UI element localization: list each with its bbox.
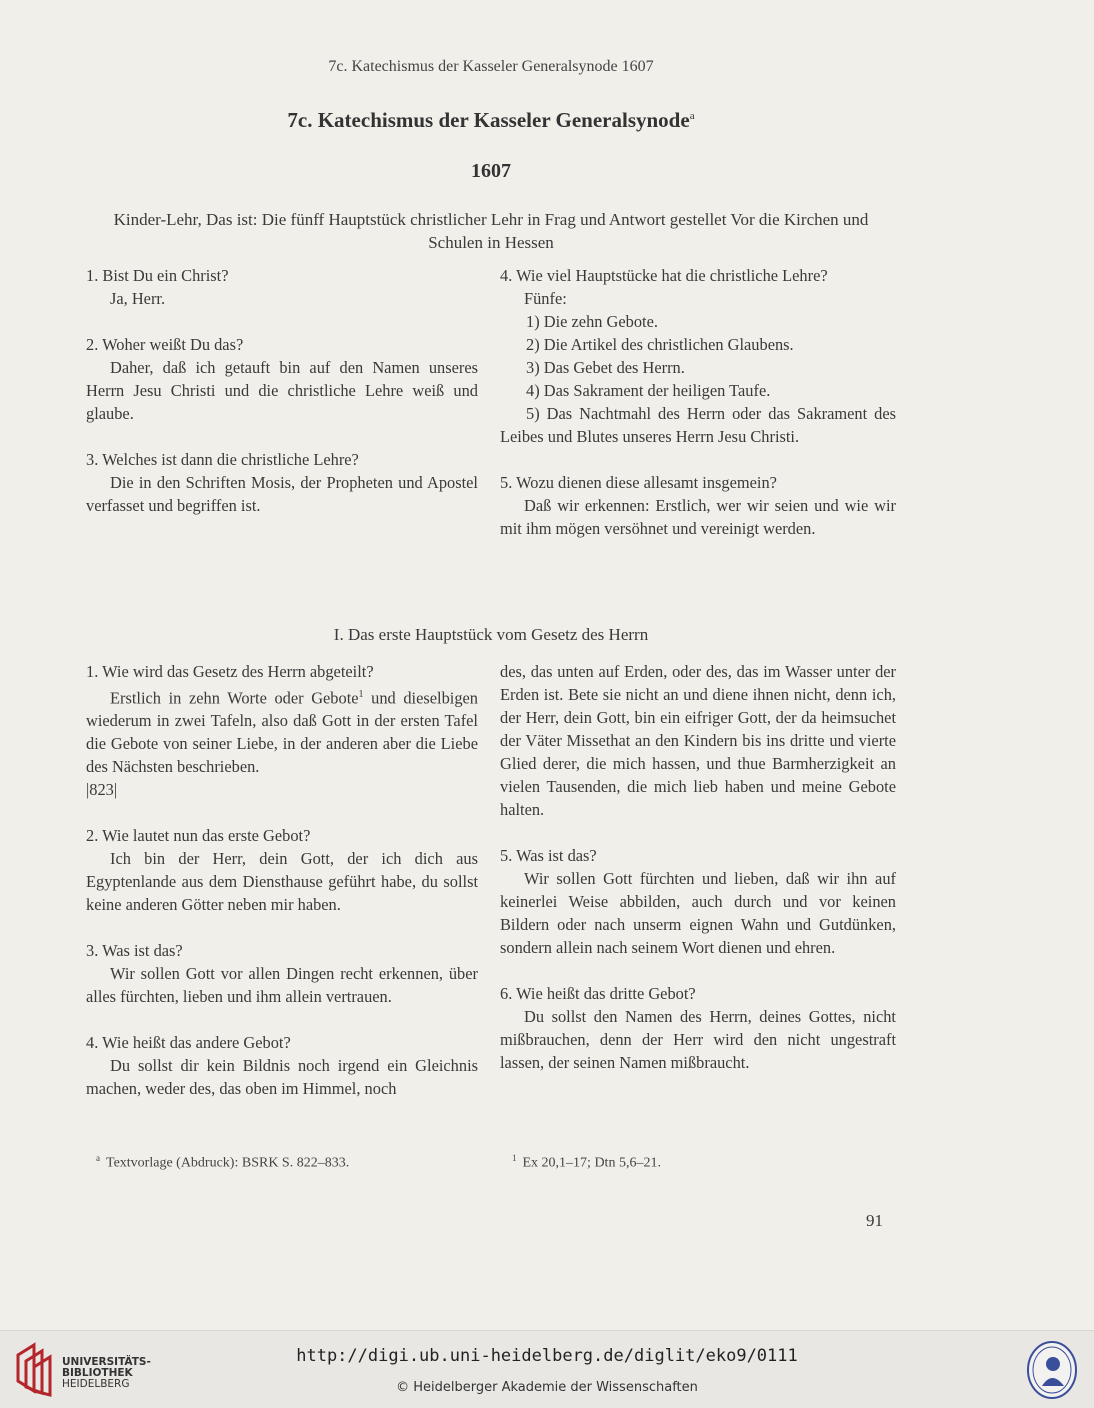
permalink-url[interactable]: http://digi.ub.uni-heidelberg.de/diglit/eko9/0111: [296, 1346, 798, 1366]
answer: Die in den Schriften Mosis, der Propheten und Apostel verfasset und begriffen ist.: [86, 473, 478, 515]
question: 4. Wie heißt das andere Gebot?: [86, 1033, 291, 1053]
footnote-text: Textvorlage (Abdruck): BSRK S. 822–833.: [106, 1155, 350, 1171]
intro-left-column: [86, 264, 478, 517]
footnote-text: Ex 20,1–17; Dtn 5,6–21.: [522, 1155, 661, 1171]
list-item: 3) Das Gebet des Herrn.: [526, 358, 685, 377]
section-heading: I. Das erste Hauptstück vom Gesetz des Herrn: [333, 625, 649, 644]
footnote-1: [512, 1153, 661, 1172]
list-item: 1) Die zehn Gebote.: [526, 312, 658, 331]
title-text: 7c. Katechismus der Kasseler Generalsynode: [287, 108, 690, 132]
subtitle: Kinder-Lehr, Das ist: Die fünff Hauptstück christlicher Lehr in Frag und Antwort gestellet Vor die Kirchen und Schulen in Hessen: [113, 210, 869, 252]
page-number: 91: [866, 1211, 883, 1230]
answer: Daher, daß ich getauft bin auf den Namen unseres Herrn Jesu Christi und die christliche Lehre weiß und glaube.: [86, 358, 478, 423]
answer: [86, 683, 478, 778]
academy-seal-icon: [1026, 1340, 1078, 1400]
question: 4. Wie viel Hauptstücke hat die christliche Lehre?: [500, 266, 828, 285]
answer: Daß wir erkennen: Erstlich, wer wir seien und wie wir mit ihm mögen versöhnet und vereinigt werden.: [500, 496, 896, 538]
answer-text: Erstlich in zehn Worte oder Gebote: [110, 688, 359, 708]
answer-text: und dieselbigen wiederum in zwei Tafeln, also daß Gott in der ersten Tafel die Gebote von seiner Liebe, in der anderen aber die Liebe des Nächsten beschrieben.: [86, 688, 478, 777]
page-marker: |823|: [86, 780, 118, 800]
question: 2. Wie lautet nun das erste Gebot?: [86, 826, 311, 846]
question: 1. Wie wird das Gesetz des Herrn abgeteilt?: [86, 662, 374, 681]
question: 5. Was ist das?: [500, 846, 597, 865]
answer: Ich bin der Herr, dein Gott, der ich dich aus Egyptenlande aus dem Diensthause geführt habe, du sollst keine anderen Götter neben mir haben.: [86, 849, 478, 915]
question: 6. Wie heißt das dritte Gebot?: [500, 984, 696, 1003]
title-footnote-mark: a: [689, 110, 695, 122]
main-right-column: [500, 660, 896, 1074]
question: 3. Was ist das?: [86, 941, 183, 961]
answer-continued: des, das unten auf Erden, oder des, das im Wasser unter der Erden ist. Bete sie nicht an und diene ihnen nicht, denn ich, der Herr, dein Gott, bin ein eifriger Gott, der da heimsuchet der Väter Missethat an den Kindern bis ins dritte und vierte Glied derer, die mich hassen, und thue Barmherzigkeit an vielen Tausenden, die mich lieb haben und meine Gebote halten.: [500, 662, 896, 819]
running-head: 7c. Katechismus der Kasseler Generalsynode 1607: [328, 58, 654, 75]
logo-line: BIBLIOTHEK: [62, 1367, 133, 1379]
question: 5. Wozu dienen diese allesamt insgemein?: [500, 473, 777, 492]
footnote-mark: 1: [512, 1153, 517, 1163]
answer: Wir sollen Gott fürchten und lieben, daß wir ihn auf keinerlei Weise abbilden, auch durch und vor keinen Bildern oder nach unserm eignen Wahn und Gutdünken, sondern allein nach seinem Wort dienen und ehren.: [500, 869, 896, 957]
list-item: 2) Die Artikel des christlichen Glaubens.: [526, 335, 794, 354]
year-heading: 1607: [471, 160, 511, 182]
page-title: [0, 108, 982, 133]
main-left-column: [86, 660, 478, 1100]
footnote-a: [96, 1153, 349, 1172]
logo-line: UNIVERSITÄTS-: [62, 1356, 151, 1368]
answer: Ja, Herr.: [110, 289, 166, 308]
question: 1. Bist Du ein Christ?: [86, 266, 229, 285]
logo-line: HEIDELBERG: [62, 1378, 130, 1390]
list-item: 4) Das Sakrament der heiligen Taufe.: [526, 381, 771, 400]
footer-bar: [0, 1330, 1094, 1408]
question: 3. Welches ist dann die christliche Lehre?: [86, 450, 359, 469]
footnote-mark: a: [96, 1153, 100, 1163]
list-item: 5) Das Nachtmahl des Herrn oder das Sakrament des Leibes und Blutes unseres Herrn Jesu Christi.: [500, 404, 896, 446]
answer: Du sollst den Namen des Herrn, deines Gottes, nicht mißbrauchen, denn der Herr wird den nicht ungestraft lassen, der seinen Namen mißbraucht.: [500, 1007, 896, 1072]
copyright-notice: © Heidelberger Akademie der Wissenschaften: [396, 1380, 698, 1395]
intro-right-column: [500, 264, 896, 540]
footnote-ref[interactable]: 1: [358, 689, 364, 700]
answer: Wir sollen Gott vor allen Dingen recht erkennen, über alles fürchten, lieben und ihm allein vertrauen.: [86, 964, 478, 1007]
answer: Fünfe:: [524, 289, 567, 308]
question: 2. Woher weißt Du das?: [86, 335, 244, 354]
answer: Du sollst dir kein Bildnis noch irgend ein Gleichnis machen, weder des, das oben im Himmel, noch: [86, 1056, 478, 1099]
